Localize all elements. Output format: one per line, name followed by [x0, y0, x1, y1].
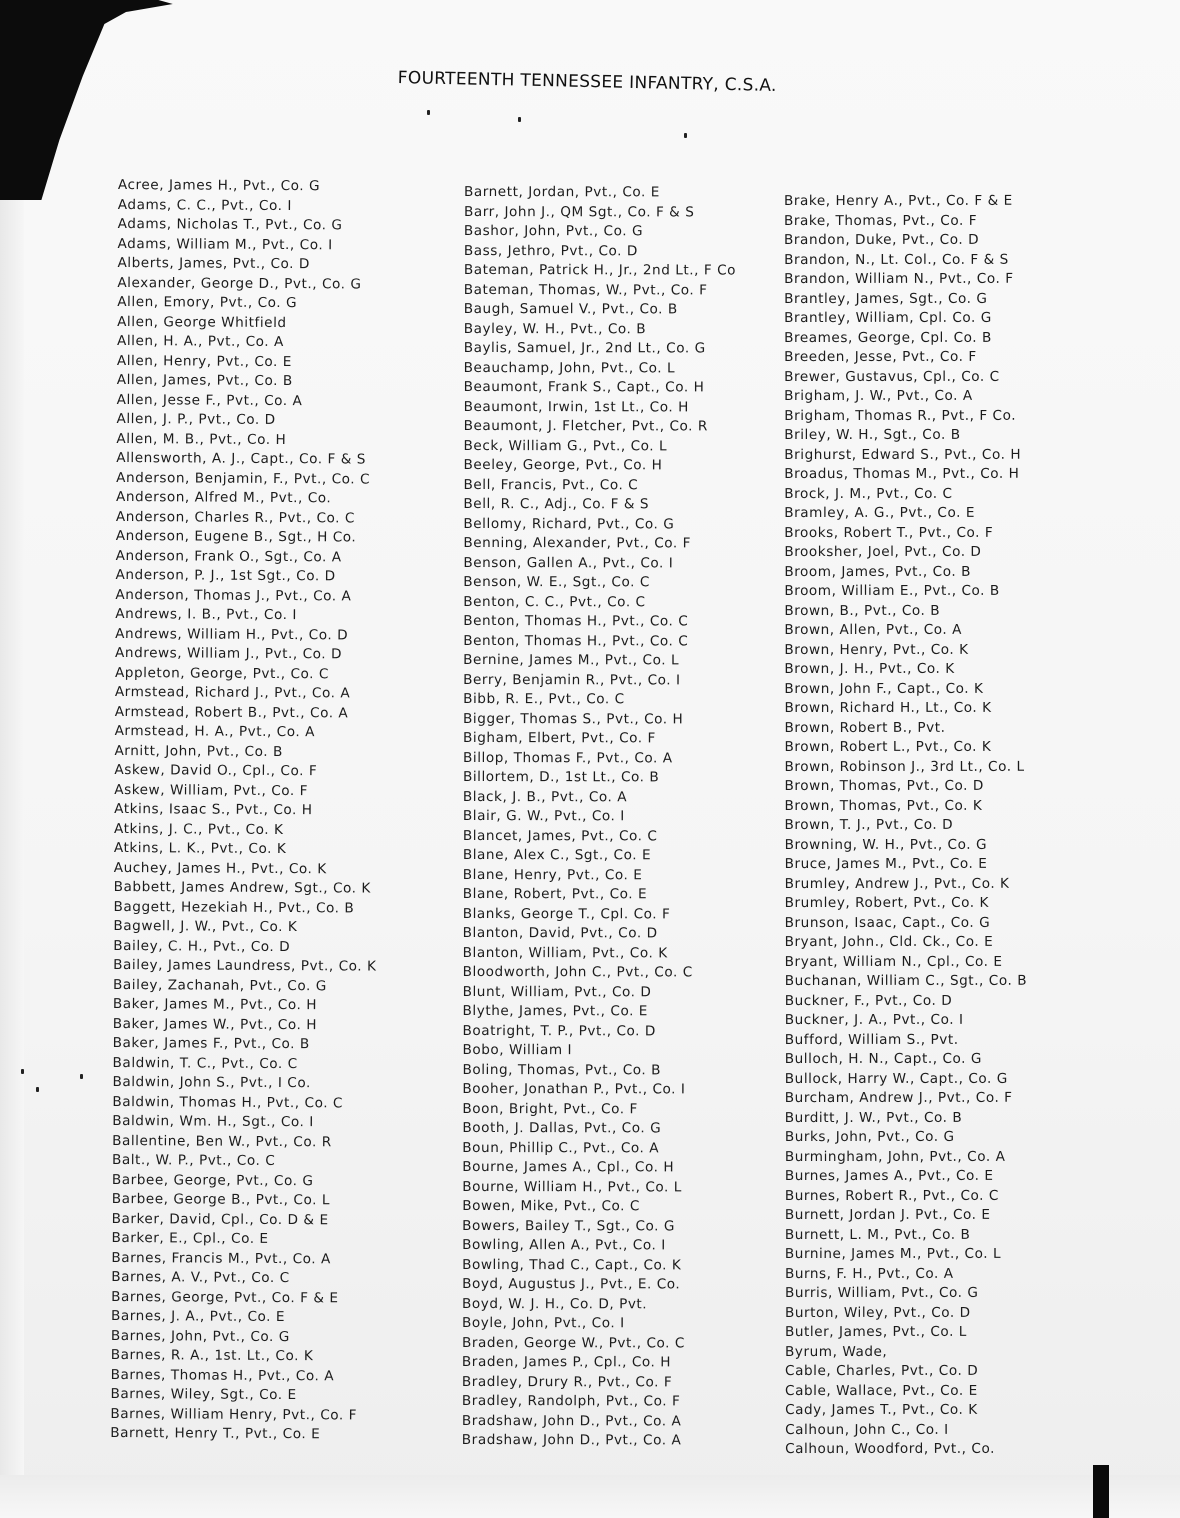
roster-entry: Benton, C. C., Pvt., Co. C — [463, 593, 646, 610]
roster-entry: Bateman, Patrick H., Jr., 2nd Lt., F Co — [463, 261, 737, 279]
roster-entry: Appleton, George, Pvt., Co. C — [114, 664, 330, 682]
roster-entry: Adams, Nicholas T., Pvt., Co. G — [117, 215, 343, 234]
roster-entry: Bourne, William H., Pvt., Co. L — [462, 1178, 682, 1195]
roster-entry: Balt., W. P., Pvt., Co. C — [111, 1151, 276, 1169]
roster-entry: Bell, Francis, Pvt., Co. C — [463, 476, 639, 493]
roster-entry: Browning, W. H., Pvt., Co. G — [784, 836, 988, 853]
roster-entry: Anderson, Frank O., Sgt., Co. A — [115, 547, 342, 565]
roster-entry: Burcham, Andrew J., Pvt., Co. F — [784, 1089, 1013, 1106]
roster-entry: Buckner, F., Pvt., Co. D — [784, 992, 953, 1009]
roster-entry: Baldwin, Wm. H., Sgt., Co. I — [112, 1112, 314, 1131]
roster-entry: Baker, James F., Pvt., Co. B — [112, 1034, 310, 1053]
scan-edge-marker — [1093, 1465, 1109, 1518]
roster-entry: Barnes, A. V., Pvt., Co. C — [111, 1268, 290, 1287]
roster-entry: Billortem, D., 1st Lt., Co. B — [462, 768, 660, 786]
roster-entry: Beaumont, Irwin, 1st Lt., Co. H — [463, 398, 689, 415]
roster-entry: Brown, Robert B., Pvt. — [784, 719, 946, 736]
roster-entry: Allen, Jesse F., Pvt., Co. A — [116, 391, 303, 409]
roster-entry: Burnett, Jordan J. Pvt., Co. E — [784, 1206, 991, 1223]
roster-entry: Bailey, James Laundress, Pvt., Co. K — [113, 956, 377, 975]
roster-entry: Breeden, Jesse, Pvt., Co. F — [784, 348, 977, 365]
roster-entry: Blanks, George T., Cpl. Co. F — [462, 905, 671, 922]
roster-entry: Barnes, Thomas H., Pvt., Co. A — [110, 1366, 335, 1384]
roster-entry: Bufford, William S., Pvt. — [784, 1031, 959, 1048]
roster-entry: Brunson, Isaac, Capt., Co. G — [784, 914, 991, 931]
roster-entry: Bibb, R. E., Pvt., Co. C — [463, 690, 625, 708]
roster-entry: Askew, David O., Cpl., Co. F — [114, 761, 318, 780]
roster-entry: Boatright, T. P., Pvt., Co. D — [462, 1022, 656, 1039]
roster-entry: Bradley, Drury R., Pvt., Co. F — [461, 1373, 673, 1390]
roster-entry: Bagwell, J. W., Pvt., Co. K — [113, 917, 298, 936]
roster-entry: Allen, Henry, Pvt., Co. E — [116, 352, 292, 370]
roster-entry: Berry, Benjamin R., Pvt., Co. I — [463, 671, 681, 688]
roster-entry: Calhoun, Woodford, Pvt., Co. — [785, 1440, 995, 1457]
roster-entry: Barnes, Wiley, Sgt., Co. E — [110, 1385, 297, 1404]
roster-entry: Barnes, Francis M., Pvt., Co. A — [111, 1249, 331, 1267]
roster-entry: Andrews, William J., Pvt., Co. D — [115, 644, 343, 663]
roster-entry: Briley, W. H., Sgt., Co. B — [784, 426, 961, 443]
roster-entry: Brown, Henry, Pvt., Co. K — [784, 641, 969, 658]
roster-entry: Auchey, James H., Pvt., Co. K — [113, 859, 327, 877]
roster-entry: Andrews, William H., Pvt., Co. D — [115, 625, 349, 643]
roster-entry: Burnett, L. M., Pvt., Co. B — [784, 1226, 971, 1243]
roster-entry: Brown, Thomas, Pvt., Co. D — [784, 777, 984, 794]
roster-entry: Burton, Wiley, Pvt., Co. D — [784, 1304, 971, 1321]
roster-entry: Bailey, C. H., Pvt., Co. D — [113, 937, 291, 955]
roster-entry: Allen, H. A., Pvt., Co. A — [116, 332, 284, 351]
page-bottom-shade — [0, 1475, 1180, 1518]
roster-entry: Anderson, P. J., 1st Sgt., Co. D — [115, 566, 336, 585]
roster-entry: Anderson, Alfred M., Pvt., Co. — [115, 488, 332, 507]
roster-entry: Brown, J. H., Pvt., Co. K — [784, 660, 955, 677]
roster-column-1 — [110, 176, 381, 1445]
roster-entry: Atkins, J. C., Pvt., Co. K — [113, 820, 284, 838]
roster-entry: Brandon, N., Lt. Col., Co. F & S — [784, 251, 1009, 268]
roster-entry: Brandon, Duke, Pvt., Co. D — [784, 231, 980, 248]
roster-entry: Brandon, William N., Pvt., Co. F — [784, 270, 1014, 287]
page-title: FOURTEENTH TENNESSEE INFANTRY, C.S.A. — [397, 68, 777, 96]
roster-entry: Andrews, I. B., Pvt., Co. I — [115, 605, 297, 624]
roster-entry: Armstead, Robert B., Pvt., Co. A — [114, 703, 349, 721]
roster-entry: Beauchamp, John, Pvt., Co. L — [463, 359, 676, 376]
roster-entry: Bradley, Randolph, Pvt., Co. F — [461, 1392, 681, 1410]
roster-entry: Brooks, Robert T., Pvt., Co. F — [784, 524, 994, 541]
roster-entry: Braden, James P., Cpl., Co. H — [461, 1353, 672, 1371]
roster-entry: Armstead, H. A., Pvt., Co. A — [114, 722, 316, 741]
roster-entry: Brown, Thomas, Pvt., Co. K — [784, 797, 983, 814]
roster-entry: Anderson, Charles R., Pvt., Co. C — [115, 508, 356, 526]
roster-entry: Allensworth, A. J., Capt., Co. F & S — [116, 449, 366, 468]
roster-entry: Barker, E., Cpl., Co. E — [111, 1229, 269, 1247]
roster-entry: Bell, R. C., Adj., Co. F & S — [463, 495, 650, 513]
roster-entry: Booth, J. Dallas, Pvt., Co. G — [462, 1119, 662, 1137]
roster-entry: Anderson, Benjamin, F., Pvt., Co. C — [116, 469, 371, 488]
roster-entry: Burris, William, Pvt., Co. G — [784, 1284, 979, 1301]
roster-entry: Baker, James M., Pvt., Co. H — [112, 995, 318, 1014]
roster-entry: Barr, John J., QM Sgt., Co. F & S — [463, 203, 695, 220]
roster-entry: Bigham, Elbert, Pvt., Co. F — [463, 729, 656, 747]
roster-entry: Barnett, Jordan, Pvt., Co. E — [463, 184, 660, 201]
roster-entry: Bowling, Allen A., Pvt., Co. I — [462, 1236, 666, 1254]
roster-entry: Barbee, George, Pvt., Co. G — [111, 1171, 314, 1189]
roster-entry: Atkins, L. K., Pvt., Co. K — [113, 839, 287, 858]
roster-entry: Burnes, Robert R., Pvt., Co. C — [784, 1187, 999, 1204]
roster-entry: Blane, Henry, Pvt., Co. E — [462, 866, 643, 883]
roster-entry: Booher, Jonathan P., Pvt., Co. I — [462, 1080, 686, 1098]
roster-entry: Acree, James H., Pvt., Co. G — [117, 176, 321, 195]
roster-entry: Boyd, Augustus J., Pvt., E. Co. — [462, 1275, 681, 1293]
roster-entry: Brown, B., Pvt., Co. B — [784, 602, 941, 619]
roster-entry: Benning, Alexander, Pvt., Co. F — [463, 534, 692, 552]
roster-entry: Bradshaw, John D., Pvt., Co. A — [461, 1412, 682, 1429]
roster-entry: Brigham, J. W., Pvt., Co. A — [784, 387, 973, 404]
roster-entry: Barbee, George B., Pvt., Co. L — [111, 1190, 331, 1209]
roster-entry: Baggett, Hezekiah H., Pvt., Co. B — [113, 898, 355, 916]
roster-entry: Bloodworth, John C., Pvt., Co. C — [462, 963, 693, 981]
roster-entry: Boyd, W. J. H., Co. D, Pvt. — [462, 1295, 648, 1312]
roster-entry: Bobo, William I — [462, 1041, 573, 1059]
roster-entry: Bramley, A. G., Pvt., Co. E — [784, 504, 975, 521]
roster-entry: Blunt, William, Pvt., Co. D — [462, 983, 652, 1000]
scan-speck — [80, 1074, 83, 1079]
roster-entry: Bigger, Thomas S., Pvt., Co. H — [463, 710, 684, 727]
roster-entry: Butler, James, Pvt., Co. L — [784, 1323, 967, 1340]
roster-entry: Benson, Gallen A., Pvt., Co. I — [463, 554, 674, 571]
scan-speck — [36, 1087, 39, 1092]
roster-entry: Boling, Thomas, Pvt., Co. B — [462, 1061, 662, 1078]
roster-entry: Braden, George W., Pvt., Co. C — [461, 1334, 685, 1351]
roster-entry: Blythe, James, Pvt., Co. E — [462, 1002, 648, 1020]
roster-entry: Brighurst, Edward S., Pvt., Co. H — [784, 446, 1022, 463]
roster-entry: Barnes, John, Pvt., Co. G — [110, 1327, 290, 1345]
roster-entry: Armstead, Richard J., Pvt., Co. A — [114, 683, 351, 702]
roster-entry: Bayley, W. H., Pvt., Co. B — [463, 320, 647, 337]
roster-entry: Brumley, Andrew J., Pvt., Co. K — [784, 875, 1010, 892]
roster-entry: Brock, J. M., Pvt., Co. C — [784, 485, 953, 502]
roster-entry: Bellomy, Richard, Pvt., Co. G — [463, 515, 675, 532]
page-left-edge — [0, 0, 24, 1518]
roster-entry: Brown, John F., Capt., Co. K — [784, 680, 984, 697]
roster-entry: Beaumont, J. Fletcher, Pvt., Co. R — [463, 417, 708, 435]
roster-entry: Anderson, Thomas J., Pvt., Co. A — [115, 586, 352, 604]
roster-entry: Byrum, Wade, — [785, 1343, 888, 1360]
roster-entry: Beck, William G., Pvt., Co. L — [463, 437, 668, 454]
roster-entry: Buchanan, William C., Sgt., Co. B — [784, 972, 1028, 989]
roster-entry: Boun, Phillip C., Pvt., Co. A — [462, 1139, 660, 1156]
roster-entry: Bass, Jethro, Pvt., Co. D — [463, 242, 638, 259]
roster-entry: Allen, M. B., Pvt., Co. H — [116, 430, 287, 448]
roster-entry: Baldwin, T. C., Pvt., Co. C — [112, 1054, 298, 1072]
roster-column-2 — [462, 183, 736, 1451]
roster-entry: Cady, James T., Pvt., Co. K — [785, 1401, 978, 1418]
roster-entry: Broadus, Thomas M., Pvt., Co. H — [784, 465, 1020, 482]
roster-entry: Brown, Robinson J., 3rd Lt., Co. L — [784, 758, 1025, 775]
roster-entry: Blancet, James, Pvt., Co. C — [462, 827, 658, 844]
roster-entry: Buckner, J. A., Pvt., Co. I — [784, 1011, 964, 1028]
roster-entry: Burnine, James M., Pvt., Co. L — [784, 1245, 1002, 1262]
roster-entry: Bailey, Zachanah, Pvt., Co. G — [113, 976, 327, 994]
roster-entry: Bulloch, H. N., Capt., Co. G — [784, 1050, 982, 1067]
roster-entry: Beeley, George, Pvt., Co. H — [463, 456, 663, 474]
roster-entry: Cable, Wallace, Pvt., Co. E — [785, 1382, 978, 1399]
roster-entry: Allen, Emory, Pvt., Co. G — [117, 293, 298, 312]
roster-entry: Ballentine, Ben W., Pvt., Co. R — [112, 1132, 332, 1150]
roster-entry: Brake, Henry A., Pvt., Co. F & E — [784, 192, 1013, 209]
roster-entry: Baldwin, Thomas H., Pvt., Co. C — [112, 1093, 344, 1111]
roster-entry: Alberts, James, Pvt., Co. D — [117, 254, 310, 273]
roster-entry: Black, J. B., Pvt., Co. A — [462, 788, 628, 805]
roster-entry: Alexander, George D., Pvt., Co. G — [117, 274, 362, 292]
roster-entry: Beaumont, Frank S., Capt., Co. H — [463, 378, 705, 396]
roster-entry: Baugh, Samuel V., Pvt., Co. B — [463, 300, 678, 318]
roster-entry: Brown, Richard H., Lt., Co. K — [784, 699, 992, 716]
roster-entry: Bullock, Harry W., Capt., Co. G — [784, 1070, 1008, 1087]
roster-entry: Boon, Bright, Pvt., Co. F — [462, 1100, 638, 1117]
roster-entry: Blanton, William, Pvt., Co. K — [462, 944, 668, 961]
scan-speck — [518, 117, 521, 122]
roster-entry: Broom, William E., Pvt., Co. B — [784, 582, 1000, 599]
roster-entry: Baker, James W., Pvt., Co. H — [112, 1015, 318, 1033]
roster-entry: Arnitt, John, Pvt., Co. B — [114, 742, 283, 760]
roster-entry: Babbett, James Andrew, Sgt., Co. K — [113, 878, 371, 897]
roster-entry: Breames, George, Cpl. Co. B — [784, 329, 992, 346]
roster-entry: Blane, Robert, Pvt., Co. E — [462, 885, 648, 903]
roster-entry: Benson, W. E., Sgt., Co. C — [463, 573, 650, 591]
roster-entry: Brown, Robert L., Pvt., Co. K — [784, 738, 992, 755]
roster-entry: Benton, Thomas H., Pvt., Co. C — [463, 632, 689, 649]
roster-entry: Baylis, Samuel, Jr., 2nd Lt., Co. G — [463, 339, 706, 357]
roster-entry: Brown, T. J., Pvt., Co. D — [784, 816, 954, 833]
scan-speck — [21, 1069, 24, 1074]
roster-entry: Brewer, Gustavus, Cpl., Co. C — [784, 368, 1000, 385]
roster-entry: Cable, Charles, Pvt., Co. D — [785, 1362, 979, 1379]
roster-entry: Blanton, David, Pvt., Co. D — [462, 924, 658, 942]
roster-entry: Brown, Allen, Pvt., Co. A — [784, 621, 962, 638]
roster-entry: Benton, Thomas H., Pvt., Co. C — [463, 612, 689, 630]
roster-entry: Bowling, Thad C., Capt., Co. K — [462, 1256, 682, 1273]
roster-entry: Burks, John, Pvt., Co. G — [784, 1128, 955, 1145]
roster-entry: Brooksher, Joel, Pvt., Co. D — [784, 543, 982, 560]
roster-entry: Adams, William M., Pvt., Co. I — [117, 235, 333, 253]
roster-entry: Barnes, J. A., Pvt., Co. E — [110, 1307, 286, 1326]
scan-speck — [427, 110, 430, 115]
roster-entry: Calhoun, John C., Co. I — [785, 1421, 949, 1438]
roster-entry: Bruce, James M., Pvt., Co. E — [784, 855, 988, 872]
roster-entry: Bryant, William N., Cpl., Co. E — [784, 953, 1003, 970]
roster-entry: Baldwin, John S., Pvt., I Co. — [112, 1073, 311, 1092]
roster-entry: Barker, David, Cpl., Co. D & E — [111, 1210, 329, 1228]
roster-entry: Adams, C. C., Pvt., Co. I — [117, 196, 292, 214]
roster-entry: Bashor, John, Pvt., Co. G — [463, 222, 644, 240]
roster-entry: Blane, Alex C., Sgt., Co. E — [462, 846, 652, 864]
roster-entry: Barnett, Henry T., Pvt., Co. E — [110, 1424, 321, 1443]
roster-entry: Brigham, Thomas R., Pvt., F Co. — [784, 407, 1017, 424]
roster-entry: Allen, George Whitfield — [117, 313, 287, 331]
roster-entry: Burns, F. H., Pvt., Co. A — [784, 1265, 954, 1282]
roster-entry: Brake, Thomas, Pvt., Co. F — [784, 212, 978, 229]
roster-entry: Barnes, William Henry, Pvt., Co. F — [110, 1405, 358, 1423]
roster-entry: Bourne, James A., Cpl., Co. H — [462, 1158, 675, 1176]
roster-entry: Brantley, James, Sgt., Co. G — [784, 290, 988, 307]
roster-entry: Broom, James, Pvt., Co. B — [784, 563, 971, 580]
roster-entry: Brumley, Robert, Pvt., Co. K — [784, 894, 990, 911]
roster-entry: Bowen, Mike, Pvt., Co. C — [462, 1197, 640, 1215]
roster-column-3 — [784, 192, 1028, 1460]
roster-entry: Burditt, J. W., Pvt., Co. B — [784, 1109, 963, 1126]
roster-entry: Allen, J. P., Pvt., Co. D — [116, 410, 276, 428]
roster-entry: Bateman, Thomas, W., Pvt., Co. F — [463, 281, 708, 298]
roster-entry: Blair, G. W., Pvt., Co. I — [462, 807, 625, 825]
folded-corner-shadow — [0, 0, 180, 200]
roster-entry: Bradshaw, John D., Pvt., Co. A — [461, 1431, 682, 1449]
roster-entry: Askew, William, Pvt., Co. F — [114, 781, 309, 799]
roster-entry: Brantley, William, Cpl. Co. G — [784, 309, 992, 326]
roster-entry: Anderson, Eugene B., Sgt., H Co. — [115, 527, 357, 546]
roster-entry: Bernine, James M., Pvt., Co. L — [463, 651, 680, 669]
scan-speck — [684, 133, 687, 138]
roster-entry: Burnes, James A., Pvt., Co. E — [784, 1167, 994, 1184]
roster-entry: Boyle, John, Pvt., Co. I — [461, 1314, 625, 1332]
roster-entry: Billop, Thomas F., Pvt., Co. A — [462, 749, 673, 766]
roster-entry: Atkins, Isaac S., Pvt., Co. H — [114, 800, 313, 819]
roster-entry: Barnes, George, Pvt., Co. F & E — [111, 1288, 339, 1306]
roster-entry: Allen, James, Pvt., Co. B — [116, 371, 293, 390]
roster-entry: Bryant, John., Cld. Ck., Co. E — [784, 933, 994, 950]
roster-entry: Barnes, R. A., 1st. Lt., Co. K — [110, 1346, 314, 1365]
roster-entry: Burmingham, John, Pvt., Co. A — [784, 1148, 1006, 1165]
roster-entry: Bowers, Bailey T., Sgt., Co. G — [462, 1217, 676, 1234]
